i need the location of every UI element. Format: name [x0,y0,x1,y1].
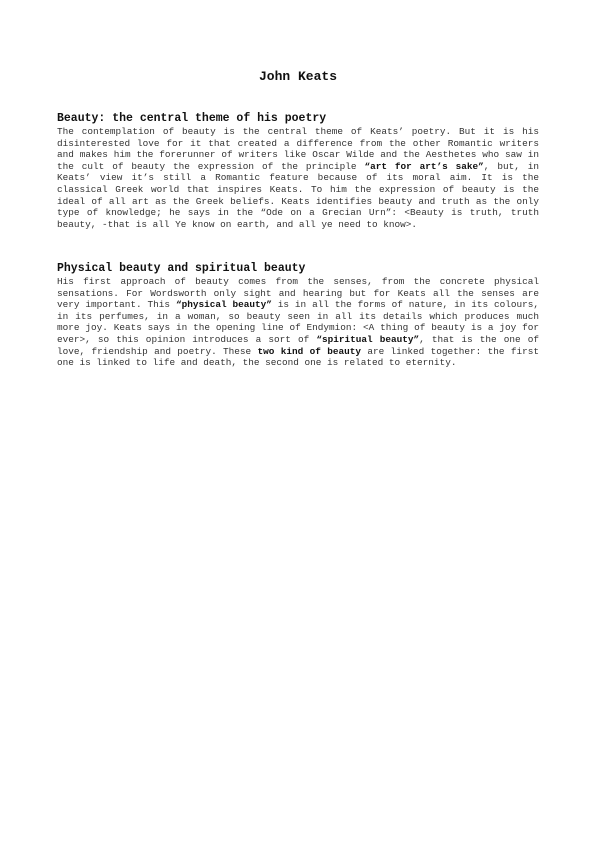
section-heading: Physical beauty and spiritual beauty [57,262,306,275]
section-beauty-central-theme [57,112,539,230]
paragraph-bold-text: “art for art’s sake” [364,160,484,172]
paragraph-text: , but, in Keats’ view it’s still a Romantic feature because of its moral aim. It is the classical Greek world that inspires Keats. To him the expression of beauty is the ideal of all art as the Greek beliefs. Keats identifies beauty and truth as the only type of knowledge; he says in the “Ode on a Grecian Urn”: <Beauty is truth, truth beauty, -that is all Ye know on earth, and all ye need to know>. [57,160,539,230]
section-paragraph [57,126,539,230]
section-paragraph [57,276,539,369]
paragraph-text: are linked together: the first one is linked to life and death, the second one is related to eternity. [57,345,539,369]
section-heading: Beauty: the central theme of his poetry [57,112,327,125]
document-title: John Keats [258,69,337,84]
paragraph-bold-text: “spiritual beauty” [316,333,420,345]
paragraph-bold-text: “physical beauty” [175,299,272,311]
paragraph-bold-text: two kind of beauty [257,345,361,357]
paragraph-text: His first approach of beauty comes from the senses, from the concrete physical sensations. For Wordsworth only sight and hearing but for Keats all the senses are very important. This [57,276,539,311]
paragraph-text: is in all the forms of nature, in its colours, in its perfumes, in a woman, so beauty seen in all its details which produces much more joy. Keats says in the opening line of Endymion: <A thing of beauty is a joy for ever>, so this opinion introduces a sort of [57,299,540,345]
section-physical-spiritual-beauty [57,262,539,369]
paragraph-text: , that is the one of love, friendship and poetry. These [57,333,539,357]
paragraph-text: The contemplation of beauty is the central theme of Keats’ poetry. But it is his disinterested love for it that created a difference from the other Romantic writers and makes him the forerunner of writers like Oscar Wilde and the Aesthetes who saw in the cult of beauty the expression of the principle [57,126,539,172]
